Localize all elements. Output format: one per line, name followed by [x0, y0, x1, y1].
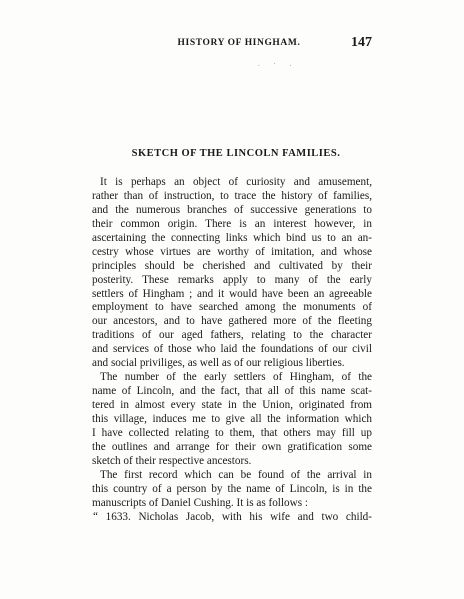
text-line: and social priviliges, as well as of our religious liberties. [92, 357, 345, 370]
text-line: employment to have searched among the monuments of [92, 301, 372, 314]
text-line: principles should be cherished and cultivated by their [92, 259, 372, 272]
text-line: this country of a person by the name of Lincoln, is in the [92, 482, 372, 495]
paragraph [92, 371, 372, 469]
text-line: The number of the early settlers of Hingham, of the [100, 371, 372, 384]
paragraph [92, 176, 372, 371]
paragraph [92, 511, 372, 525]
running-head [0, 36, 464, 52]
section-heading: SKETCH OF THE LINCOLN FAMILIES. [131, 148, 341, 159]
text-line: The first record which can be found of the arrival in [100, 468, 372, 481]
print-specks: . · . [258, 60, 298, 68]
text-line: sketch of their respective ancestors. [92, 454, 252, 467]
text-line: our ancestors, and to have gathered more of the fleeting [92, 315, 372, 328]
text-line: ascertaining the connecting links which bind us to an an- [92, 231, 372, 244]
text-line: and the numerous branches of successive generations to [92, 203, 372, 216]
text-line: traditions of our aged fathers, relating to the character [92, 329, 372, 342]
body-text [92, 176, 372, 524]
text-line: their common origin. There is an interest however, in [92, 217, 372, 230]
page-number: 147 [351, 35, 372, 50]
text-line: cestry whose virtues are worthy of imitation, and whose [92, 245, 372, 258]
text-line: name of Lincoln, and the fact, that all of this name scat- [92, 385, 372, 398]
text-line: manuscripts of Daniel Cushing. It is as follows : [92, 496, 308, 509]
text-line: “ 1633. Nicholas Jacob, with his wife and two child- [93, 510, 372, 523]
text-line: settlers of Hingham ; and it would have been an agreeable [92, 287, 372, 300]
text-line: posterity. These remarks apply to many of the early [92, 273, 372, 286]
text-line: It is perhaps an object of curiosity and amusement, [100, 176, 372, 188]
running-title: HISTORY OF HINGHAM. [177, 38, 301, 48]
text-line: the outlines and arrange for their own gratification some [92, 440, 372, 453]
text-line: I have collected relating to them, that others may fill up [92, 426, 372, 439]
text-line: tered in almost every state in the Union, originated from [92, 399, 372, 411]
paragraph [92, 469, 372, 511]
text-line: this village, induces me to give all the information which [92, 412, 372, 425]
text-line: and services of those who laid the foundations of our civil [92, 343, 372, 356]
text-line: rather than of instruction, to trace the history of families, [92, 189, 372, 202]
